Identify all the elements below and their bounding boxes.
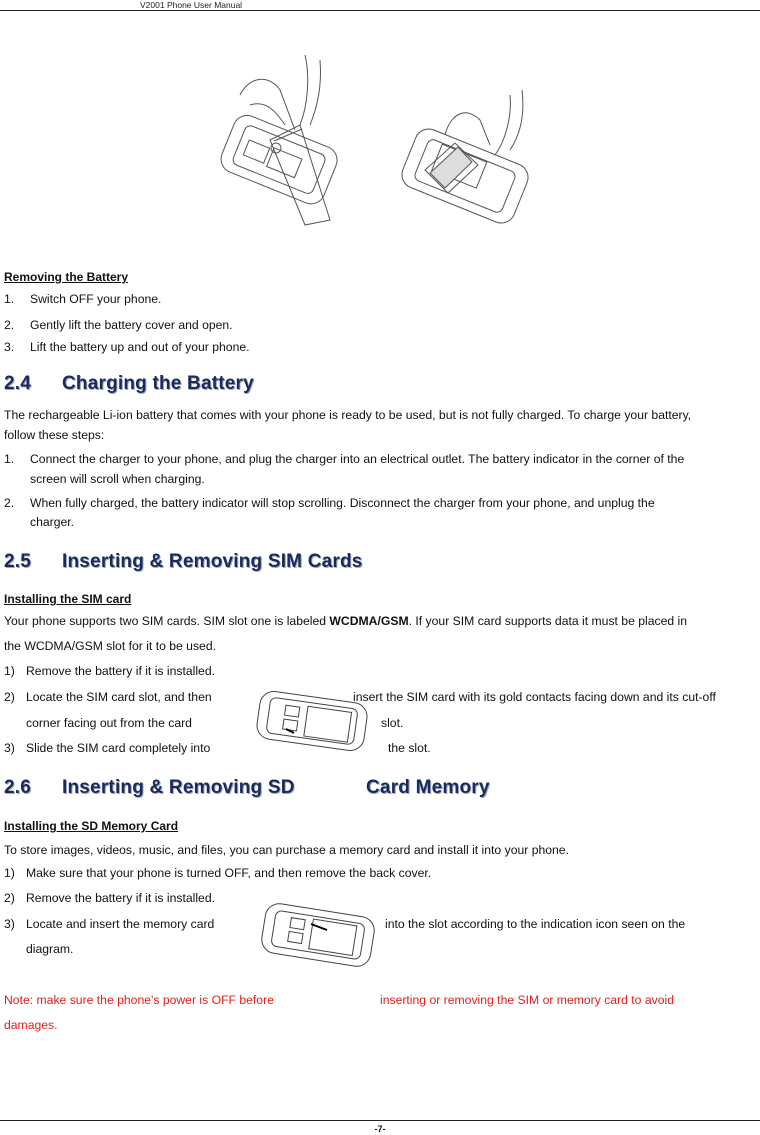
- list-text-right: slot.: [381, 716, 404, 730]
- list-text: Remove the battery if it is installed.: [26, 891, 215, 905]
- list-number: 3): [4, 917, 15, 931]
- list-item: [4, 318, 233, 332]
- paragraph: To store images, videos, music, and files, you can purchase a memory card and install it into your phone.: [4, 843, 569, 857]
- list-text: Switch OFF your phone.: [30, 292, 162, 306]
- text-run-bold: WCDMA/GSM: [329, 614, 409, 628]
- text-run: Your phone supports two SIM cards. SIM slot one is labeled: [4, 614, 330, 628]
- page-number: -7-: [374, 1124, 386, 1134]
- section-number: 2.5: [4, 551, 32, 572]
- paragraph: follow these steps:: [4, 428, 105, 442]
- sim-subheading: Installing the SIM card: [4, 592, 132, 606]
- section-title: Inserting & Removing SIM Cards: [62, 551, 363, 572]
- list-item: [4, 452, 685, 466]
- sd-slot-illustration: [255, 900, 385, 972]
- list-text: Gently lift the battery cover and open.: [30, 318, 233, 332]
- note-text-right: inserting or removing the SIM or memory card to avoid: [380, 993, 674, 1007]
- battery-removal-illustration: [210, 45, 540, 245]
- sim-slot-illustration: [250, 683, 380, 758]
- list-text: Connect the charger to your phone, and plug the charger into an electrical outlet. The battery indicator in the corner of the: [30, 452, 685, 466]
- list-number: 2): [4, 690, 15, 704]
- section-number: 2.6: [4, 777, 32, 798]
- removing-battery-heading: Removing the Battery: [4, 270, 129, 284]
- list-number: 1.: [4, 452, 15, 466]
- list-number: 1.: [4, 292, 15, 306]
- list-text-cont: diagram.: [26, 942, 74, 956]
- list-text-right: into the slot according to the indication icon seen on the: [385, 917, 686, 931]
- list-item: [4, 917, 215, 931]
- list-text-cont: corner facing out from the card: [26, 716, 192, 730]
- running-header: V2001 Phone User Manual: [140, 0, 243, 10]
- list-number: 2): [4, 891, 15, 905]
- list-number: 2.: [4, 318, 15, 332]
- list-number: 3): [4, 741, 15, 755]
- section-2-4-heading: [4, 373, 254, 395]
- list-text: Lift the battery up and out of your phone.: [30, 340, 250, 354]
- list-item: [4, 340, 250, 354]
- list-number: 3.: [4, 340, 15, 354]
- list-text: Remove the battery if it is installed.: [26, 664, 215, 678]
- text-run: . If your SIM card supports data it must be placed in: [408, 614, 688, 628]
- section-title-cont: Card Memory: [366, 777, 490, 798]
- section-title: Inserting & Removing SD: [62, 777, 295, 798]
- list-item: [4, 292, 162, 306]
- list-item: [4, 690, 212, 704]
- footer-rule: [0, 1120, 760, 1121]
- section-2-5-heading: [4, 551, 363, 573]
- list-text: When fully charged, the battery indicator will stop scrolling. Disconnect the charger from your phone, and unplug the: [30, 496, 655, 510]
- note-text: Note: make sure the phone's power is OFF before: [4, 993, 274, 1007]
- list-text: Make sure that your phone is turned OFF, and then remove the back cover.: [26, 866, 432, 880]
- list-number: 1): [4, 866, 15, 880]
- list-text-right: the slot.: [388, 741, 431, 755]
- list-text: Slide the SIM card completely into: [26, 741, 211, 755]
- section-number: 2.4: [4, 373, 32, 394]
- list-text-cont: screen will scroll when charging.: [30, 472, 205, 486]
- list-item: [4, 866, 432, 880]
- list-text: Locate and insert the memory card: [26, 917, 215, 931]
- paragraph: the WCDMA/GSM slot for it to be used.: [4, 639, 216, 653]
- sd-subheading: Installing the SD Memory Card: [4, 819, 179, 833]
- section-title: Charging the Battery: [62, 373, 254, 394]
- list-text-right: insert the SIM card with its gold contacts facing down and its cut-off: [353, 690, 716, 704]
- list-text: Locate the SIM card slot, and then: [26, 690, 212, 704]
- note-text-cont: damages.: [4, 1018, 58, 1032]
- section-2-6-heading: [4, 777, 490, 799]
- list-number: 2.: [4, 496, 15, 510]
- list-item: [4, 664, 215, 678]
- paragraph: [4, 614, 687, 628]
- list-number: 1): [4, 664, 15, 678]
- list-text-cont: charger.: [30, 515, 75, 529]
- header-rule: [0, 10, 760, 11]
- list-item: [4, 891, 215, 905]
- list-item: [4, 741, 211, 755]
- list-item: [4, 496, 655, 510]
- paragraph: The rechargeable Li-ion battery that comes with your phone is ready to be used, but is not fully charged. To charge your battery,: [4, 408, 692, 422]
